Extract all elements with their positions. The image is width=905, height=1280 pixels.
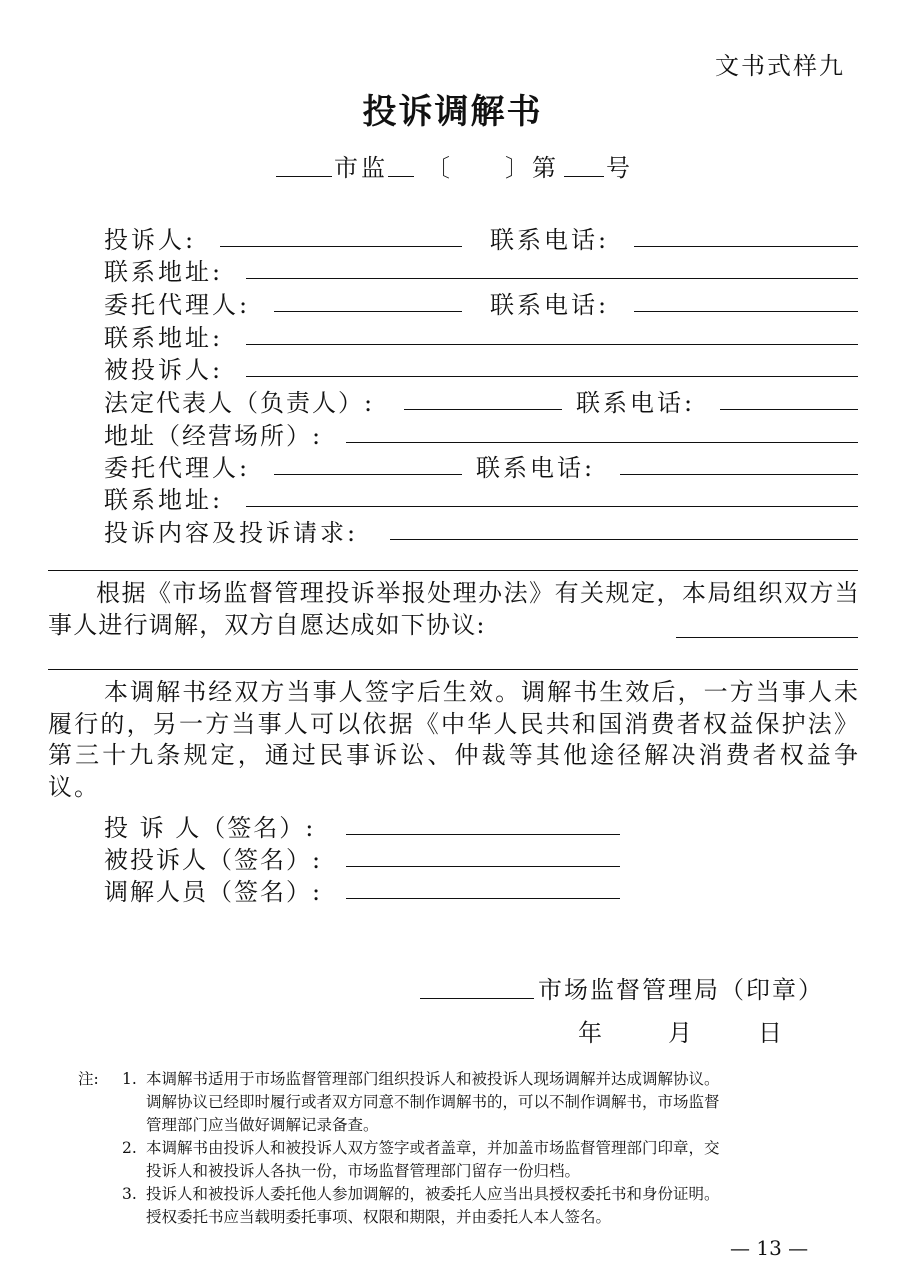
complainant-phone-input[interactable]: [634, 246, 858, 247]
note-1-line-2: 调解协议已经即时履行或者双方同意不制作调解书的，可以不制作调解书，市场监督: [146, 1093, 720, 1111]
business-address-label: 地址（经营场所）:: [104, 422, 323, 450]
mediator-signature-input[interactable]: [346, 898, 620, 899]
document-type-label: 文书式样九: [715, 52, 845, 80]
note-3-line-1: 投诉人和被投诉人委托他人参加调解的，被委托人应当出具授权委托书和身份证明。: [146, 1185, 720, 1203]
complainant-agent-address-input[interactable]: [246, 344, 858, 345]
note-1-line-3: 管理部门应当做好调解记录备查。: [146, 1116, 379, 1134]
legal-representative-input[interactable]: [404, 409, 562, 410]
page-title: 投诉调解书: [362, 92, 543, 132]
complainant-signature-label: 投 诉 人（签名）:: [104, 814, 316, 842]
complaint-content-extra-line[interactable]: [48, 570, 858, 571]
legal-representative-phone-input[interactable]: [720, 409, 858, 410]
complainant-agent-label: 委托代理人:: [104, 291, 251, 319]
number-suffix: 号: [606, 154, 633, 182]
respondent-signature-label: 被投诉人（签名）:: [104, 846, 323, 874]
respondent-agent-phone-input[interactable]: [620, 474, 858, 475]
respondent-label: 被投诉人:: [104, 356, 224, 384]
city-blank[interactable]: [276, 176, 332, 177]
abbreviation-blank[interactable]: [388, 176, 414, 177]
complainant-agent-phone-label: 联系电话:: [490, 291, 610, 319]
note-2-number: 2.: [122, 1139, 137, 1157]
note-1-line-1: 本调解书适用于市场监督管理部门组织投诉人和被投诉人现场调解并达成调解协议。: [146, 1070, 720, 1088]
complaint-content-input[interactable]: [390, 539, 858, 540]
note-3-line-2: 授权委托书应当载明委托事项、权限和期限，并由委托人本人签名。: [146, 1208, 612, 1226]
complainant-address-label: 联系地址:: [104, 258, 224, 286]
respondent-input[interactable]: [246, 376, 858, 377]
date-line: 年 月 日: [578, 1019, 788, 1047]
respondent-agent-address-label: 联系地址:: [104, 486, 224, 514]
legal-representative-phone-label: 联系电话:: [576, 389, 696, 417]
note-2-line-2: 投诉人和被投诉人各执一份，市场监督管理部门留存一份归档。: [146, 1162, 581, 1180]
serial-number-blank[interactable]: [564, 176, 604, 177]
respondent-agent-address-input[interactable]: [246, 506, 858, 507]
complainant-agent-address-label: 联系地址:: [104, 324, 224, 352]
complainant-input[interactable]: [220, 246, 462, 247]
agreement-extra-line[interactable]: [48, 669, 858, 670]
respondent-agent-label: 委托代理人:: [104, 454, 251, 482]
legal-representative-label: 法定代表人（负责人）:: [104, 389, 375, 417]
note-3-number: 3.: [122, 1185, 137, 1203]
respondent-agent-input[interactable]: [274, 474, 462, 475]
complainant-agent-phone-input[interactable]: [634, 311, 858, 312]
note-2-line-1: 本调解书由投诉人和被投诉人双方签字或者盖章，并加盖市场监督管理部门印章，交: [146, 1139, 720, 1157]
mediator-signature-label: 调解人员（签名）:: [104, 878, 323, 906]
complainant-signature-input[interactable]: [346, 834, 620, 835]
respondent-agent-phone-label: 联系电话:: [476, 454, 596, 482]
note-1-number: 1.: [122, 1070, 137, 1088]
effect-paragraph: 本调解书经双方当事人签字后生效。调解书生效后，一方当事人未履行的，另一方当事人可以依据《中华人民共和国消费者权益保护法》第三十九条规定，通过民事诉讼、仲裁等其他途径解决消费者权益争议。: [48, 678, 860, 801]
agreement-paragraph: 根据《市场监督管理投诉举报处理办法》有关规定，本局组织双方当事人进行调解，双方自愿达成如下协议:: [48, 579, 860, 639]
authority-name-blank[interactable]: [420, 998, 534, 999]
complainant-agent-input[interactable]: [274, 311, 462, 312]
authority-seal-label: 市场监督管理局（印章）: [538, 976, 824, 1004]
bracket-close: 〕第: [505, 154, 559, 182]
notes-prefix: 注:: [78, 1070, 99, 1088]
complainant-label: 投诉人:: [104, 226, 197, 254]
city-suffix: 市监: [334, 154, 388, 182]
respondent-signature-input[interactable]: [346, 866, 620, 867]
agreement-input[interactable]: [676, 637, 858, 638]
bracket-open: 〔: [426, 154, 453, 182]
complainant-phone-label: 联系电话:: [490, 226, 610, 254]
page-number: — 13 —: [730, 1236, 809, 1260]
complainant-address-input[interactable]: [246, 278, 858, 279]
business-address-input[interactable]: [346, 442, 858, 443]
complaint-content-label: 投诉内容及投诉请求:: [104, 519, 359, 547]
